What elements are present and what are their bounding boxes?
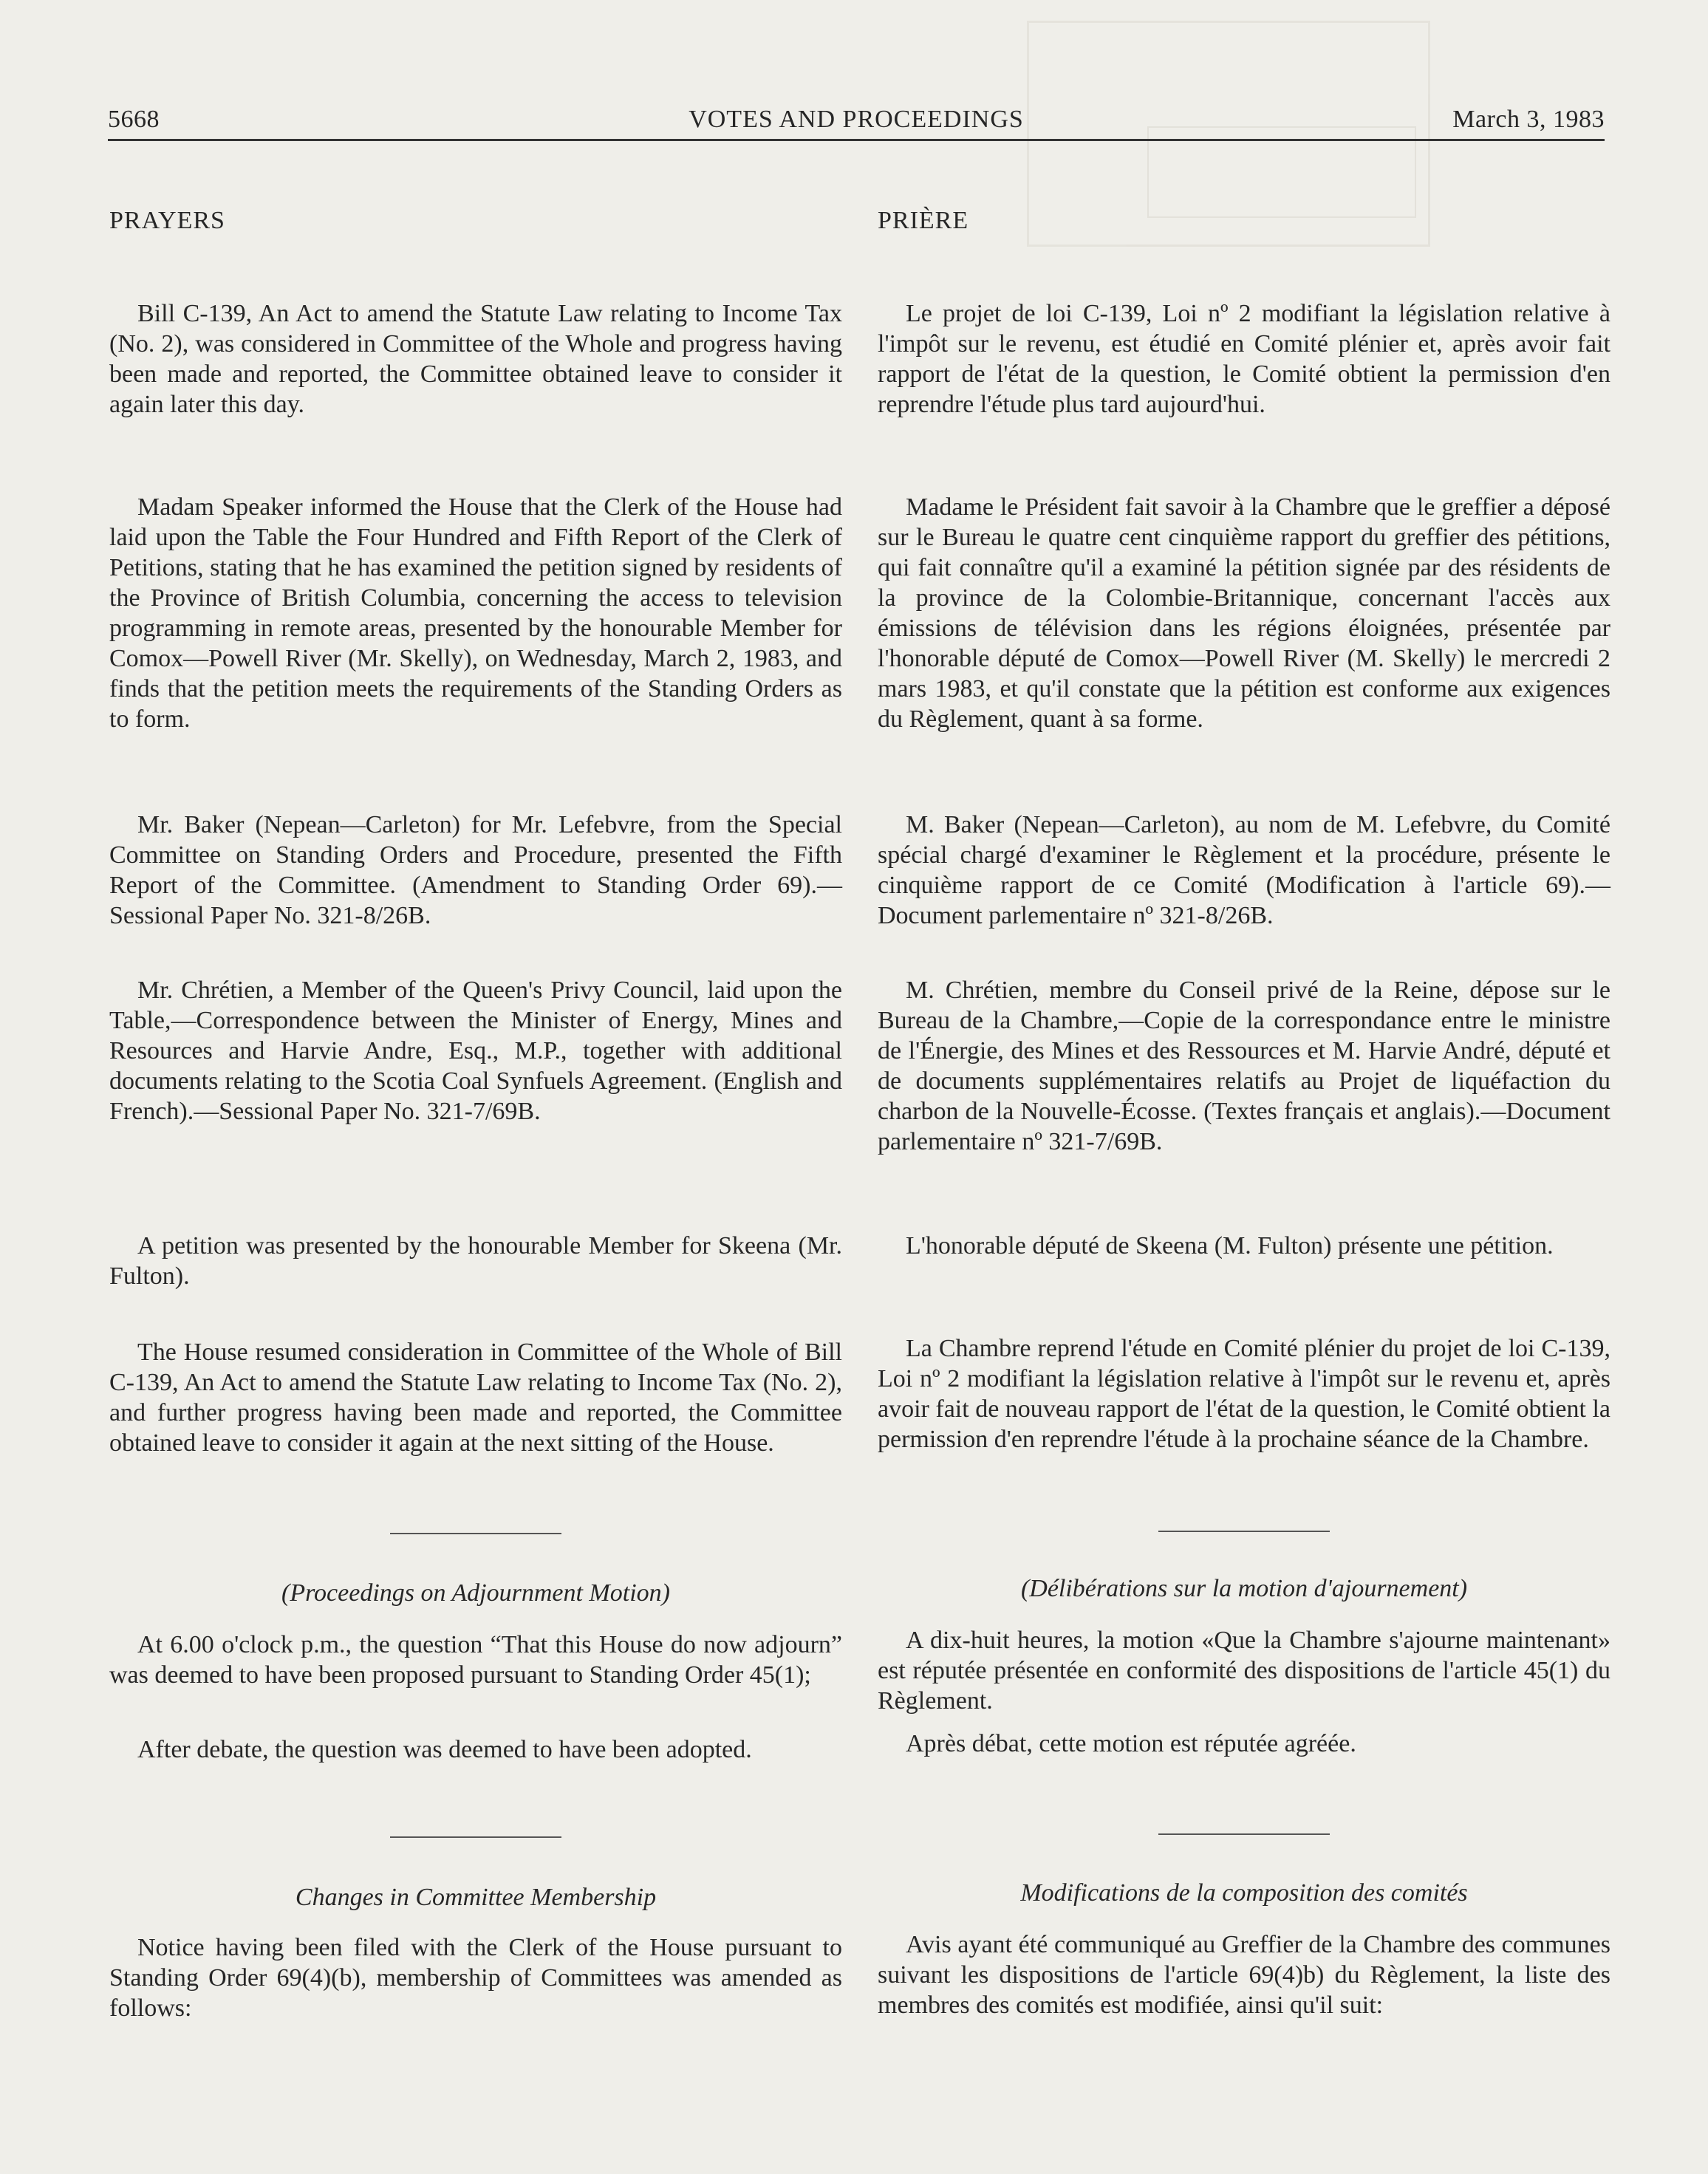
en-paragraph-baker-report: Mr. Baker (Nepean—Carleton) for Mr. Lefebvre, from the Special Committee on Standing Orders and Procedure, presented the Fifth Report of the Committee. (Amendment to Standing Order 69).—Sessional Paper No. 321-8/26B. — [109, 811, 842, 929]
header-page-number: 5668 — [108, 106, 160, 133]
en-committee-heading: Changes in Committee Membership — [295, 1884, 657, 1911]
fr-prayers-heading: PRIÈRE — [878, 207, 969, 234]
en-paragraph-adjournment-question: At 6.00 o'clock p.m., the question “That this House do now adjourn” was deemed to have been proposed pursuant to Standing Order 45(1); — [109, 1631, 842, 1689]
en-section-divider-1 — [390, 1533, 561, 1534]
en-paragraph-bill-c139: Bill C-139, An Act to amend the Statute Law relating to Income Tax (No. 2), was considered in Committee of the Whole and progress having been made and reported, the Committee obtained leave to consider it again later this day. — [109, 300, 842, 418]
fr-adjournment-heading: (Délibérations sur la motion d'ajournement) — [1020, 1575, 1468, 1602]
fr-paragraph-petition-report: Madame le Président fait savoir à la Chambre que le greffier a déposé sur le Bureau le quatre cent cinquième rapport du greffier des pétitions, qui fait connaître qu'il a examiné la pétition signée par des résidents de la province de la Colombie-Britannique, concernant l'accès aux émissions de télévision dans les régions éloignées, présentée par l'honorable député de Comox—Powell River (M. Skelly) le mercredi 2 mars 1983, et qu'il constate que la pétition est conforme aux exigences du Règlement, quant à sa forme. — [878, 493, 1610, 733]
en-paragraph-committee-notice: Notice having been filed with the Clerk of the House pursuant to Standing Order 69(4)(b), membership of Committees was amended as follows: — [109, 1934, 842, 2022]
en-paragraph-committee-whole: The House resumed consideration in Committee of the Whole of Bill C-139, An Act to amend the Statute Law relating to Income Tax (No. 2), and further progress having been made and reported, the Committee obtained leave to consider it again at the next sitting of the House. — [109, 1339, 842, 1457]
fr-committee-heading: Modifications de la composition des comités — [1020, 1879, 1468, 1907]
fr-paragraph-bill-c139: Le projet de loi C-139, Loi nº 2 modifiant la législation relative à l'impôt sur le revenu, est étudié en Comité plénier et, après avoir fait rapport de l'état de la question, le Comité obtient la permission d'en reprendre l'étude plus tard aujourd'hui. — [878, 300, 1610, 418]
en-adjournment-heading: (Proceedings on Adjournment Motion) — [281, 1579, 670, 1607]
fr-paragraph-chretien-tabling: M. Chrétien, membre du Conseil privé de la Reine, dépose sur le Bureau de la Chambre,—Copie de la correspondance entre le ministre de l'Énergie, des Mines et des Ressources et M. Harvie André, député et de documents supplémentaires relatifs au Projet de liquéfaction du charbon de la Nouvelle-Écosse. (Textes français et anglais).—Document parlementaire nº 321-7/69B. — [878, 977, 1610, 1155]
fr-paragraph-fulton-petition: L'honorable député de Skeena (M. Fulton) présente une pétition. — [906, 1232, 1554, 1259]
fr-section-divider-1 — [1158, 1531, 1330, 1532]
header-title: VOTES AND PROCEEDINGS — [689, 106, 1024, 133]
en-paragraph-adjournment-adopted: After debate, the question was deemed to have been adopted. — [137, 1736, 752, 1763]
page-header — [108, 103, 1605, 141]
fr-section-divider-2 — [1158, 1833, 1330, 1835]
header-date: March 3, 1983 — [1452, 106, 1605, 133]
fr-paragraph-adjournment-adopted: Après débat, cette motion est réputée agréée. — [906, 1730, 1356, 1757]
en-paragraph-petition-report: Madam Speaker informed the House that the Clerk of the House had laid upon the Table the Four Hundred and Fifth Report of the Clerk of Petitions, stating that he has examined the petition signed by residents of the Province of British Columbia, concerning the access to television programming in remote areas, presented by the honourable Member for Comox—Powell River (Mr. Skelly), on Wednesday, March 2, 1983, and finds that the petition meets the requirements of the Standing Orders as to form. — [109, 493, 842, 733]
fr-paragraph-committee-notice: Avis ayant été communiqué au Greffier de la Chambre des communes suivant les dispositions de l'article 69(4)b) du Règlement, la liste des membres des comités est modifiée, ainsi qu'il suit: — [878, 1931, 1610, 2019]
fr-paragraph-adjournment-question: A dix-huit heures, la motion «Que la Chambre s'ajourne maintenant» est réputée présentée en conformité des dispositions de l'article 45(1) du Règlement. — [878, 1627, 1610, 1715]
en-paragraph-fulton-petition: A petition was presented by the honourable Member for Skeena (Mr. Fulton). — [109, 1232, 842, 1290]
fr-paragraph-committee-whole: La Chambre reprend l'étude en Comité plénier du projet de loi C-139, Loi nº 2 modifiant la législation relative à l'impôt sur le revenu et, après avoir fait de nouveau rapport de l'état de la question, le Comité obtient la permission d'en reprendre l'étude à la prochaine séance de la Chambre. — [878, 1335, 1610, 1453]
fr-paragraph-baker-report: M. Baker (Nepean—Carleton), au nom de M. Lefebvre, du Comité spécial chargé d'examiner le Règlement et la procédure, présente le cinquième rapport de ce Comité (Modification à l'article 69).—Document parlementaire nº 321-8/26B. — [878, 811, 1610, 929]
en-prayers-heading: PRAYERS — [109, 207, 225, 234]
en-section-divider-2 — [390, 1836, 561, 1838]
en-paragraph-chretien-tabling: Mr. Chrétien, a Member of the Queen's Privy Council, laid upon the Table,—Correspondence between the Minister of Energy, Mines and Resources and Harvie Andre, Esq., M.P., together with additional documents relating to the Scotia Coal Synfuels Agreement. (English and French).—Sessional Paper No. 321-7/69B. — [109, 977, 842, 1125]
